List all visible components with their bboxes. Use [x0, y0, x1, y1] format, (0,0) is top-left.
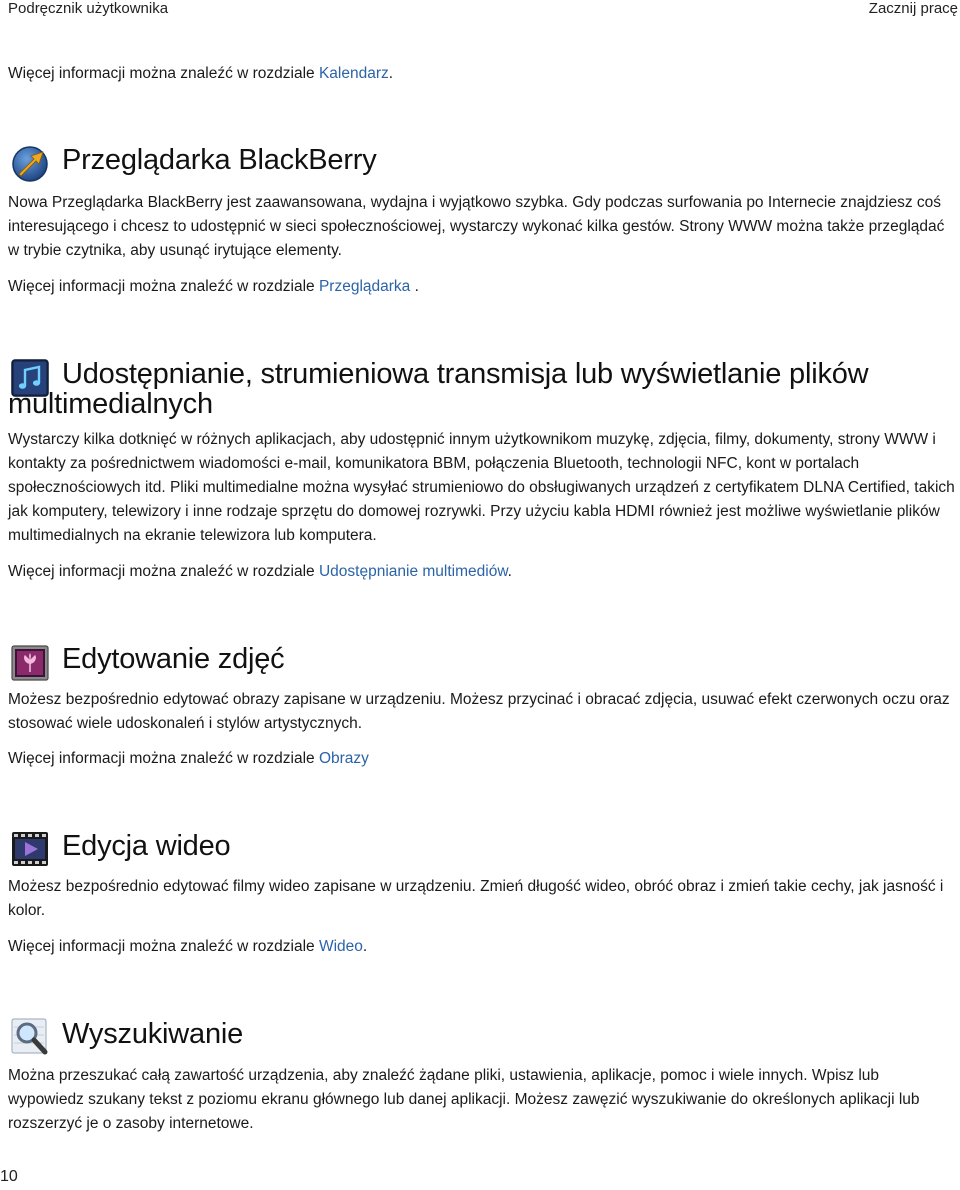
calendar-link[interactable]: Kalendarz — [318, 65, 389, 82]
media-body: Wystarczy kilka dotknięć w różnych aplikacjach, aby udostępnić innym użytkownikom muzykę, zdjęcia, filmy, dokumenty, strony WWW i kontakty za pośrednictwem wiadomości e-mail, komunikatora BBM, połączenia Bluetooth, technologii NFC, kont w portalach społecznościowych itd. Pliki multimedialne można wysyłać strumieniowo do obsługiwanych urządzeń z certyfikatem DLNA Certified, takich jak komputery, telewizory i inne rodzaje sprzętu do domowej rozrywki. Przy użyciu kabla HDMI również jest możliwe wyświetlanie plików multimedialnych na ekranie telewizora lub komputera. — [8, 431, 955, 544]
media-link[interactable]: Udostępnianie multimediów — [318, 563, 508, 580]
section-title-photos: Edytowanie zdjęć — [62, 643, 285, 675]
photos-more-info: Więcej informacji można znaleźć w rozdziale Obrazy — [8, 750, 369, 767]
section-title-browser: Przeglądarka BlackBerry — [62, 144, 377, 176]
video-body: Możesz bezpośrednio edytować filmy wideo zapisane w urządzeniu. Zmień długość wideo, obróć obraz i zmień takie cechy, jak jasność i kolor. — [8, 878, 944, 919]
page-number: 10 — [0, 1168, 18, 1185]
media-more-info: Więcej informacji można znaleźć w rozdziale Udostępnianie multimediów. — [8, 563, 512, 580]
calendar-more-info: Więcej informacji można znaleźć w rozdziale Kalendarz. — [8, 65, 394, 82]
video-more-info: Więcej informacji można znaleźć w rozdziale Wideo. — [8, 938, 368, 955]
section-title-search: Wyszukiwanie — [62, 1018, 244, 1050]
browser-more-info: Więcej informacji można znaleźć w rozdziale Przeglądarka . — [8, 278, 419, 295]
browser-link[interactable]: Przeglądarka — [318, 278, 411, 295]
photos-body: Możesz bezpośrednio edytować obrazy zapisane w urządzeniu. Możesz przycinać i obracać zdjęcia, usuwać efekt czerwonych oczu oraz stosować wiele udoskonaleń i stylów artystycznych. — [8, 691, 950, 732]
header-section-title: Zacznij pracę — [868, 0, 958, 17]
section-title-media: Udostępnianie, strumieniowa transmisja lub wyświetlanie plików multimedialnych — [8, 358, 869, 420]
browser-body: Nowa Przeglądarka BlackBerry jest zaawansowana, wydajna i wyjątkowo szybka. Gdy podczas surfowania po Internecie znajdziesz coś interesującego i chcesz to udostępnić w sieci społecznościowej, wystarczy wykonać kilka gestów. Strony WWW można także przeglądać w trybie czytnika, aby usunąć irytujące elementy. — [8, 194, 945, 259]
film-play-icon — [10, 829, 50, 869]
browser-compass-icon — [10, 143, 50, 183]
video-link[interactable]: Wideo — [318, 938, 363, 955]
section-title-video: Edycja wideo — [62, 830, 231, 862]
photo-flower-icon — [10, 643, 50, 683]
header-manual-title: Podręcznik użytkownika — [8, 0, 169, 17]
search-body: Można przeszukać całą zawartość urządzenia, aby znaleźć żądane pliki, ustawienia, aplikacje, pomoc i wiele innych. Wpisz lub wypowiedz szukany tekst z poziomu ekranu głównego lub danej aplikacji. Możesz zawęzić wyszukiwanie do określonych aplikacji lub rozszerzyć je o zasoby internetowe. — [8, 1067, 920, 1132]
magnifier-icon — [10, 1017, 50, 1057]
photos-link[interactable]: Obrazy — [318, 750, 369, 767]
